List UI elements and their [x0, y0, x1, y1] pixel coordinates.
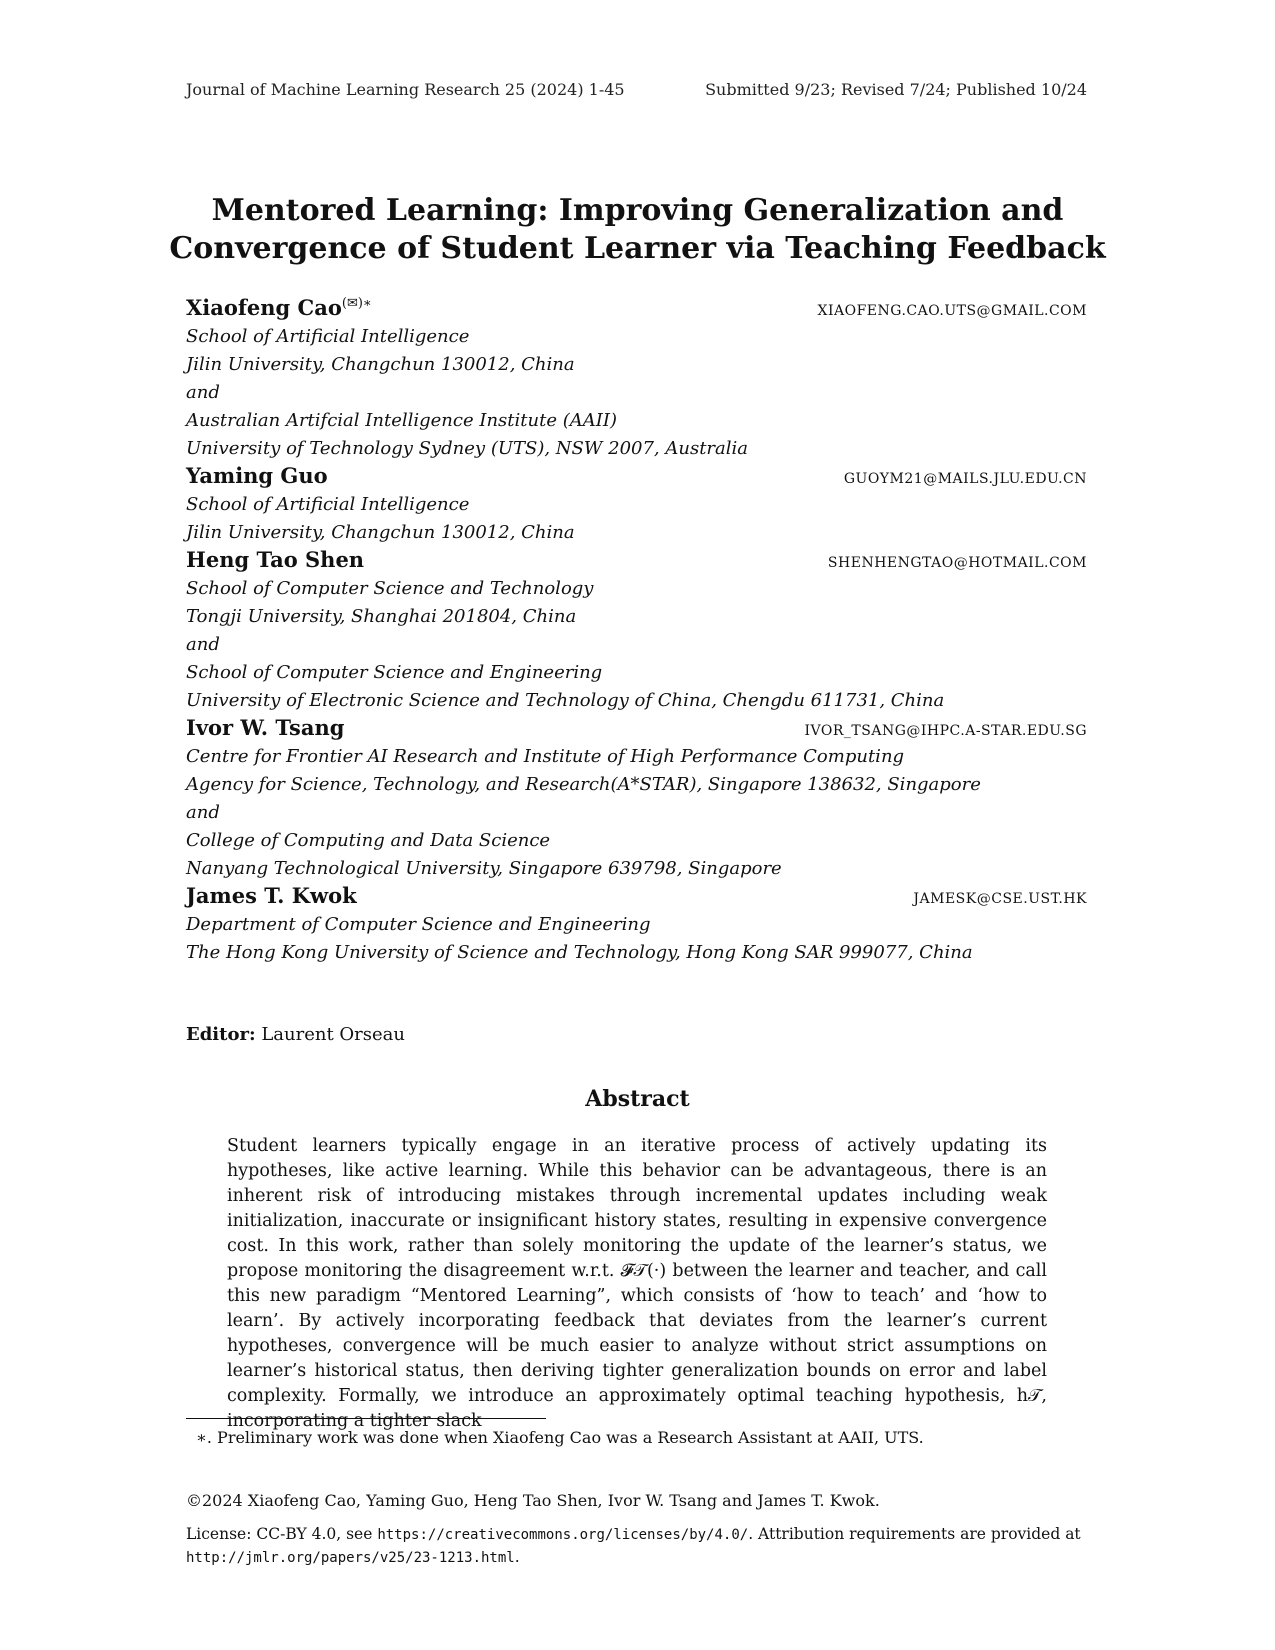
author-block — [186, 883, 1087, 967]
affiliation-line: College of Computing and Data Science — [186, 830, 551, 851]
author-block — [186, 463, 1087, 547]
author-name: Heng Tao Shen — [186, 547, 365, 572]
affiliation-line: Nanyang Technological University, Singapore 639798, Singapore — [186, 858, 782, 879]
author-block — [186, 295, 1087, 463]
paper-title — [150, 192, 1125, 268]
license-prefix: License: CC-BY 4.0, see — [186, 1525, 378, 1543]
author-name: James T. Kwok — [186, 883, 357, 908]
title-line-2: Convergence of Student Learner via Teaching Feedback — [169, 231, 1106, 266]
affiliation-line: School of Computer Science and Technology — [186, 578, 594, 599]
affiliation-line: School of Artificial Intelligence — [186, 326, 470, 347]
affiliation-line: and — [186, 802, 220, 823]
affiliation-line: University of Technology Sydney (UTS), NSW 2007, Australia — [186, 438, 749, 459]
publication-dates: Submitted 9/23; Revised 7/24; Published 10/24 — [705, 80, 1087, 99]
paper-link[interactable]: http://jmlr.org/papers/v25/23-1213.html — [186, 1550, 515, 1566]
author-name: Ivor W. Tsang — [186, 715, 345, 740]
corresponding-mark: (✉)∗ — [341, 296, 372, 311]
footnote-divider — [186, 1418, 546, 1419]
author-name: Yaming Guo — [186, 463, 328, 488]
editor-line — [186, 1024, 405, 1045]
license-notice — [186, 1523, 1087, 1569]
author-name: Xiaofeng Cao(✉)∗ — [186, 295, 372, 320]
title-line-1: Mentored Learning: Improving Generalization and — [211, 193, 1064, 228]
affiliation-line: Centre for Frontier AI Research and Institute of High Performance Computing — [186, 746, 905, 767]
editor-name: Laurent Orseau — [261, 1024, 405, 1045]
affiliation-line: School of Artificial Intelligence — [186, 494, 470, 515]
author-email[interactable]: GUOYM21@MAILS.JLU.EDU.CN — [843, 471, 1087, 487]
author-email[interactable]: SHENHENGTAO@HOTMAIL.COM — [827, 555, 1087, 571]
author-email[interactable]: JAMESK@CSE.UST.HK — [913, 891, 1087, 907]
license-middle: . Attribution requirements are provided at — [748, 1525, 1081, 1543]
affiliation-line: and — [186, 634, 220, 655]
abstract-heading: Abstract — [585, 1086, 690, 1112]
author-email[interactable]: IVOR_TSANG@IHPC.A-STAR.EDU.SG — [804, 723, 1087, 739]
affiliation-line: Agency for Science, Technology, and Research(A*STAR), Singapore 138632, Singapore — [186, 774, 981, 795]
affiliation-line: Australian Artifcial Intelligence Institute (AAII) — [186, 410, 617, 431]
affiliation-line: The Hong Kong University of Science and Technology, Hong Kong SAR 999077, China — [186, 942, 973, 963]
affiliation-line: Jilin University, Changchun 130012, China — [186, 354, 575, 375]
editor-label: Editor: — [186, 1024, 256, 1045]
affiliation-line: and — [186, 382, 220, 403]
author-block — [186, 547, 1087, 715]
license-link[interactable]: https://creativecommons.org/licenses/by/4.0/ — [377, 1527, 749, 1543]
author-email[interactable]: XIAOFENG.CAO.UTS@GMAIL.COM — [817, 303, 1087, 319]
affiliation-line: University of Electronic Science and Technology of China, Chengdu 611731, China — [186, 690, 945, 711]
affiliation-line: Department of Computer Science and Engineering — [186, 914, 651, 935]
license-suffix: . — [514, 1548, 520, 1566]
copyright-notice: ©2024 Xiaofeng Cao, Yaming Guo, Heng Tao Shen, Ivor W. Tsang and James T. Kwok. — [186, 1491, 880, 1510]
abstract-text: Student learners typically engage in an iterative process of actively updating its hypotheses, like active learning. While this behavior can be advantageous, there is an inherent risk of introducing mistakes through incremental updates including weak initialization, inaccurate or insignificant history states, resulting in expensive convergence cost. In this work, rather than solely monitoring the update of the learner’s status, we propose monitoring the disagreement w.r.t. 𝓕𝒯(·) between the learner and teacher, and call this new paradigm “Mentored Learning”, which consists of ‘how to teach’ and ‘how to learn’. By actively incorporating feedback that deviates from the learner’s current hypotheses, convergence will be much easier to analyze without strict assumptions on learner’s historical status, then deriving tighter generalization bounds on error and label complexity. Formally, we introduce an approximately optimal teaching hypothesis, h𝒯, incorporating a tighter slack — [227, 1136, 1047, 1431]
journal-citation: Journal of Machine Learning Research 25 (2024) 1-45 — [186, 80, 625, 99]
affiliation-line: Jilin University, Changchun 130012, China — [186, 522, 575, 543]
running-header — [186, 80, 1087, 99]
author-list — [186, 295, 1087, 967]
affiliation-line: School of Computer Science and Engineering — [186, 662, 603, 683]
author-block — [186, 715, 1087, 883]
footnote: ∗. Preliminary work was done when Xiaofeng Cao was a Research Assistant at AAII, UTS. — [196, 1428, 924, 1447]
affiliation-line: Tongji University, Shanghai 201804, China — [186, 606, 577, 627]
